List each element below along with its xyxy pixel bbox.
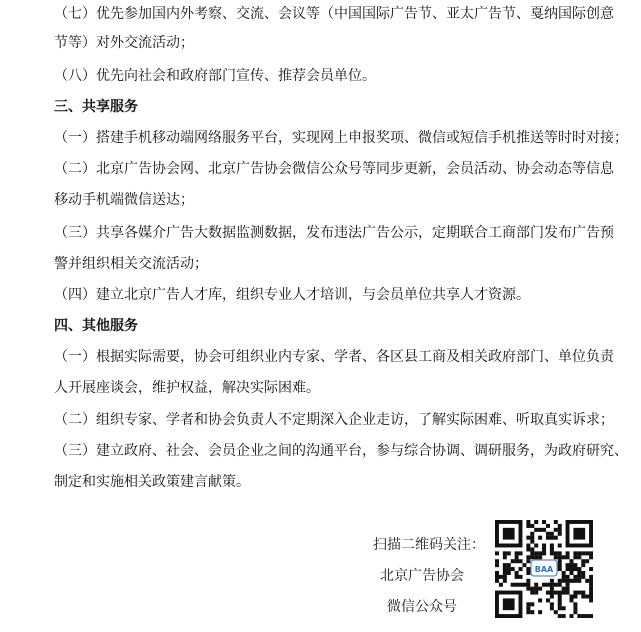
- qr-finder: [495, 520, 522, 547]
- qr-finder: [566, 520, 593, 547]
- section-heading-shared-services: 三、共享服务: [54, 99, 138, 115]
- qr-center-logo: [531, 560, 557, 576]
- qr-scan-prompt: 扫描二维码关注：: [373, 537, 485, 553]
- shared-item-4: （四）建立北京广告人才库，组织专业人才培训，与会员单位共享人才资源。: [54, 287, 530, 303]
- qr-code-image: [495, 520, 593, 618]
- paragraph-7-line-2: 节等）对外交流活动；: [54, 35, 194, 51]
- paragraph-8: （八）优先向社会和政府部门宣传、推荐会员单位。: [54, 68, 376, 84]
- qr-account-type: 微信公众号: [387, 599, 457, 615]
- paragraph-7-line-1: （七）优先参加国内外考察、交流、会议等（中国国际广告节、亚太广告节、戛纳国际创意: [54, 6, 614, 22]
- other-item-1-line-2: 人开展座谈会，维护权益，解决实际困难。: [54, 380, 320, 396]
- shared-item-3-line-1: （三）共享各媒介广告大数据监测数据，发布违法广告公示，定期联合工商部门发布广告预: [54, 225, 614, 241]
- qr-finder: [495, 591, 522, 618]
- shared-item-2-line-1: （二）北京广告协会网、北京广告协会微信公众号等同步更新，会员活动、协会动态等信息: [54, 161, 614, 177]
- qr-logo-text: BAA: [534, 565, 554, 574]
- other-item-3-line-1: （三）建立政府、社会、会员企业之间的沟通平台，参与综合协调、调研服务，为政府研究、: [54, 443, 628, 459]
- shared-item-1: （一）搭建手机移动端网络服务平台，实现网上申报奖项、微信或短信手机推送等时时对接；: [54, 130, 628, 146]
- other-item-2: （二）组织专家、学者和协会负责人不定期深入企业走访，了解实际困难、听取真实诉求；: [54, 412, 614, 428]
- shared-item-2-line-2: 移动手机端微信送达；: [54, 192, 194, 208]
- other-item-1-line-1: （一）根据实际需要，协会可组织业内专家、学者、各区县工商及相关政府部门、单位负责: [54, 349, 614, 365]
- shared-item-3-line-2: 警并组织相关交流活动；: [54, 256, 208, 272]
- qr-org-name: 北京广告协会: [380, 568, 464, 584]
- section-heading-other-services: 四、其他服务: [54, 318, 138, 334]
- other-item-3-line-2: 制定和实施相关政策建言献策。: [54, 474, 250, 490]
